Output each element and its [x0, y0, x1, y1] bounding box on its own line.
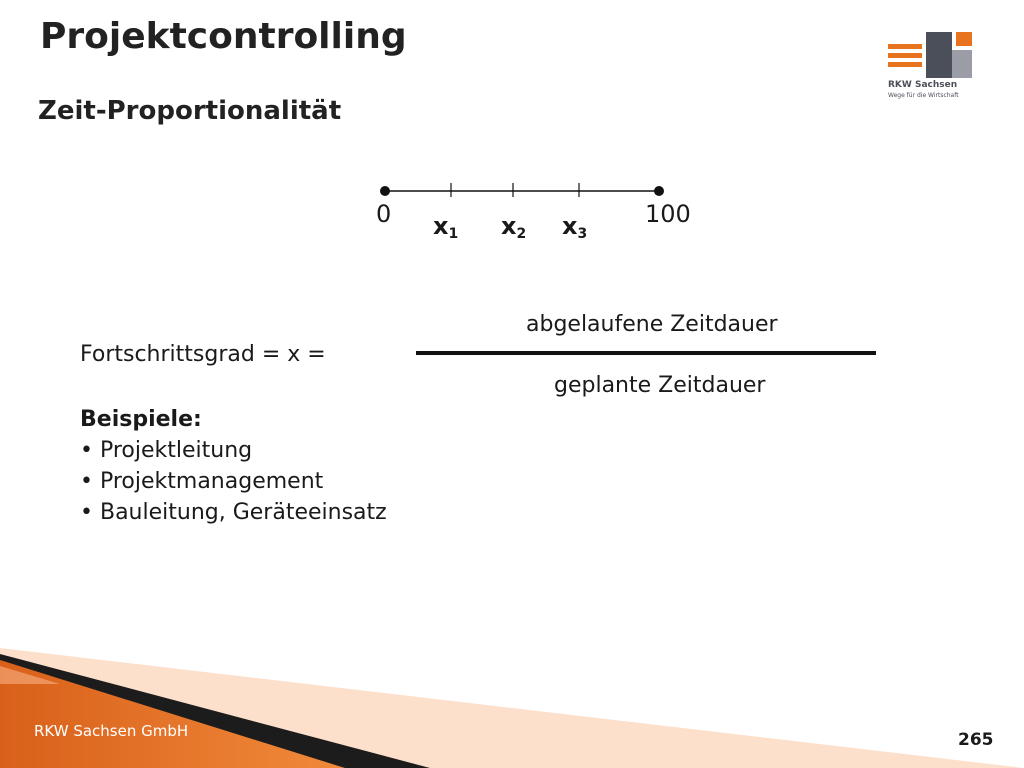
logo-tagline: Wege für die Wirtschaft — [888, 92, 959, 99]
scale-start-label: 0 — [376, 200, 392, 228]
scale-marker-x3: $x_3$ — [562, 212, 588, 242]
examples-heading: Beispiele: — [80, 407, 202, 432]
rkw-logo — [886, 32, 976, 104]
list-item: • Projektleitung — [80, 435, 387, 466]
formula-denominator: geplante Zeitdauer — [554, 373, 766, 398]
examples-list — [80, 435, 387, 528]
list-item: • Projektmanagement — [80, 466, 387, 497]
scale-end-label: 100 — [645, 200, 691, 228]
progress-scale — [370, 176, 700, 246]
logo-name: RKW Sachsen — [888, 80, 958, 90]
rkw-logo-mark — [886, 32, 976, 78]
footer-decoration — [0, 640, 1024, 768]
formula-left-side: Fortschrittsgrad = x = — [80, 342, 326, 367]
scale-marker-x1: $x_1$ — [433, 212, 459, 242]
slide-title: Projektcontrolling — [40, 16, 407, 57]
page-number: 265 — [958, 730, 994, 750]
footer-company: RKW Sachsen GmbH — [34, 722, 189, 740]
scale-marker-x2: $x_2$ — [501, 212, 527, 242]
fraction-line — [416, 351, 876, 355]
examples-block — [80, 404, 387, 528]
list-item: • Bauleitung, Geräteeinsatz — [80, 497, 387, 528]
slide-subtitle: Zeit-Proportionalität — [38, 96, 342, 126]
formula-numerator: abgelaufene Zeitdauer — [526, 312, 778, 337]
